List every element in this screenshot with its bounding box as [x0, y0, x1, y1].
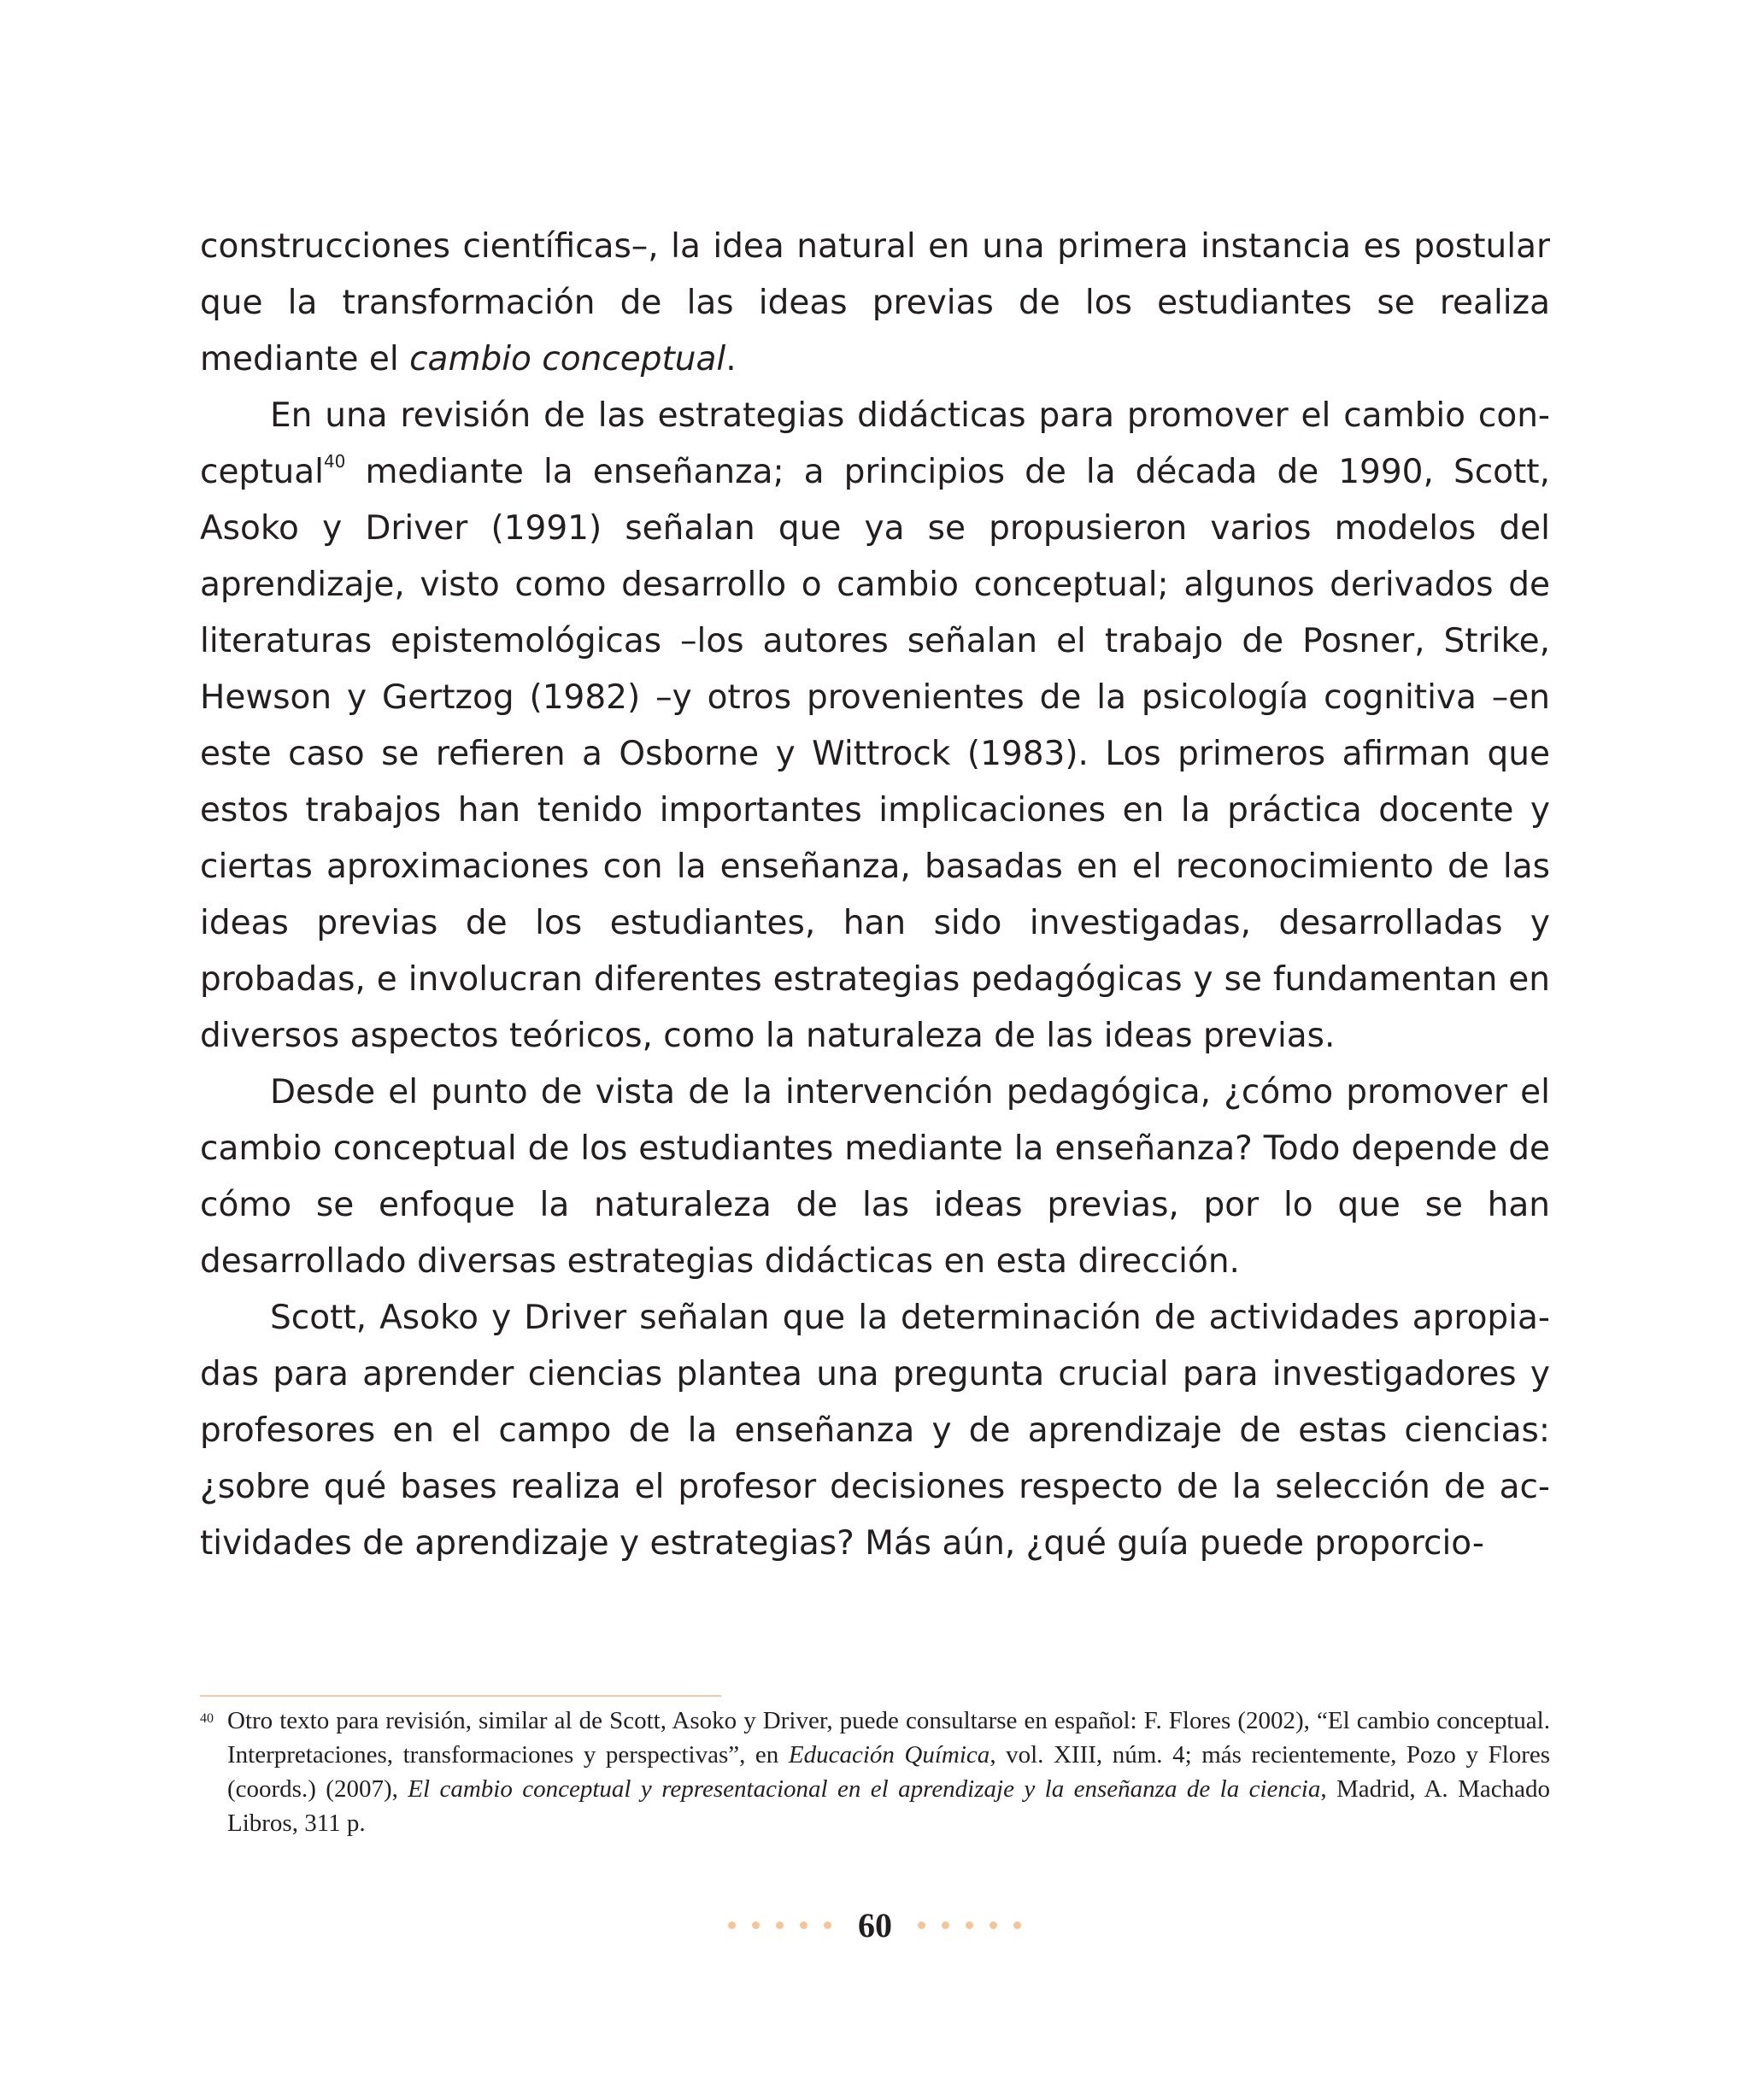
main-text	[200, 219, 1550, 1572]
paragraph-1-end: .	[725, 340, 737, 378]
page-footer	[0, 1902, 1750, 1950]
paragraph-2	[200, 388, 1550, 1065]
paragraph-4: Scott, Asoko y Driver señalan que la determinación de actividades apropiadas para aprender ciencias plantea una pregunta crucial para investigadores y profesores en el campo de la enseñanza y de aprendizaje de estas ciencias: ¿sobre qué bases realiza el profesor decisiones respecto de la selección de actividades de aprendizaje y estrategias? Más aún, ¿qué guía puede proporcio-	[200, 1299, 1550, 1563]
footnote-text-c: , Madrid, A. Machado Libros, 311 p.	[227, 1775, 1550, 1837]
paragraph-3: Desde el punto de vista de la intervención pedagógica, ¿cómo promover el cambio conceptual de los estudiantes mediante la enseñanza? Todo depende de cómo se enfoque la naturaleza de las ideas previas, por lo que se han desarrollado diversas estrategias didácticas en esta dirección.	[200, 1073, 1550, 1281]
paragraph-1	[200, 219, 1550, 388]
footnote-divider	[200, 1695, 721, 1697]
footnote-text-b: , vol. XIII, núm. 4; más recientemente, Pozo y Flores (coords.) (2007),	[227, 1741, 1551, 1803]
paragraph-1-text: construcciones científicas–, la idea natural en una primera instancia es postular que la transformación de las ideas previas de los estudiantes se realiza mediante el	[200, 227, 1550, 378]
footnote-text-a: Otro texto para revisión, similar al de Scott, Asoko y Driver, puede consultarse en español: F. Flores (2002), “El cambio conceptual. Interpretaciones, transformaciones y perspectivas”, en	[227, 1707, 1550, 1769]
footnote-book-title: El cambio conceptual y representacional en el aprendizaje y la enseñanza de la ciencia	[408, 1775, 1321, 1803]
paragraph-1-italic: cambio conceptual	[409, 340, 726, 378]
footnote-reference: 40	[323, 451, 346, 472]
footnote-journal-title: Educación Química	[788, 1741, 990, 1769]
page-number: 60	[858, 1906, 892, 1945]
paragraph-2-text-start: En una revisión de las estrategias didácticas para promover el cambio conceptual	[200, 396, 1550, 491]
footnote	[200, 1704, 1550, 1840]
right-dots-ornament	[918, 1921, 1022, 1930]
left-dots-ornament	[728, 1921, 832, 1930]
paragraph-2-text-rest: mediante la enseñanza; a principios de la década de 1990, Scott, Asoko y Driver (1991) señalan que ya se propusieron varios modelos del aprendizaje, visto como desarrollo o cambio conceptual; algunos derivados de literaturas epistemológicas –los autores señalan el trabajo de Posner, Strike, Hewson y Gertzog (1982) –y otros provenientes de la psicología cognitiva –en este caso se refieren a Osborne y Wittrock (1983). Los primeros afirman que estos trabajos han tenido importantes implicaciones en la práctica docente y ciertas aproximaciones con la enseñanza, basadas en el reconocimiento de las ideas previas de los estudiantes, han sido investigadas, desarrolladas y probadas, e involucran diferentes estrategias pedagógicas y se fundamentan en diversos aspectos teóricos, como la naturaleza de las ideas previas.	[200, 453, 1550, 1055]
footnote-number: 40	[200, 1711, 214, 1726]
footnote-text	[227, 1704, 1550, 1840]
